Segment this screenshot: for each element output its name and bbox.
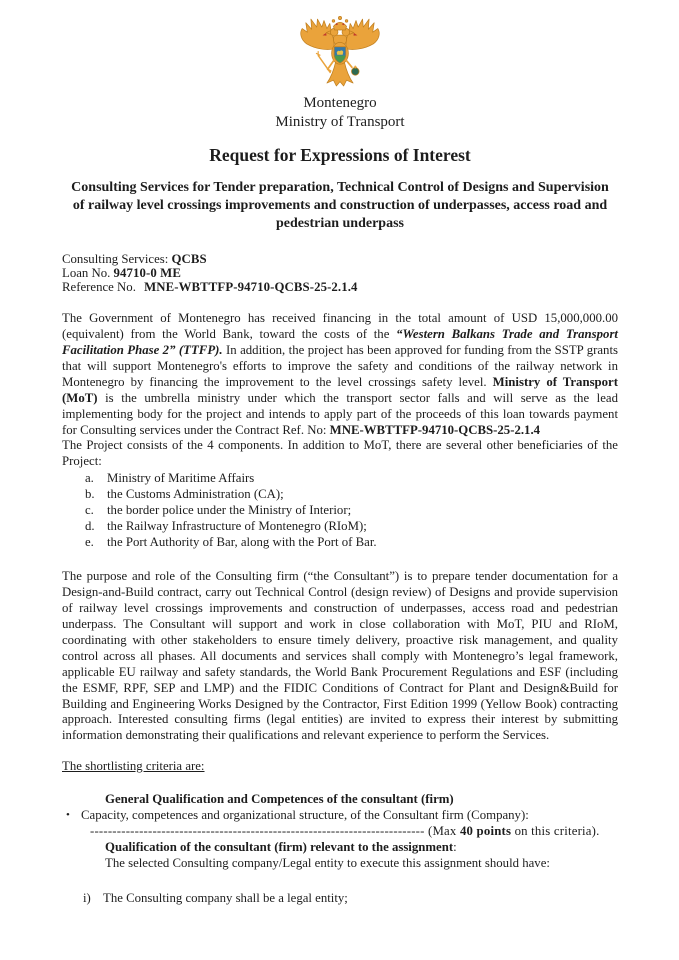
reference-number-label: Reference No. [62,280,140,295]
loan-number-line [62,266,618,280]
montenegro-coat-of-arms-icon [296,14,384,94]
list-marker: d. [85,519,95,534]
capacity-bullet-text: Capacity, competences and organizational structure, of the Consultant firm (Company): [81,808,529,823]
list-marker: c. [85,503,94,518]
purpose-paragraph: The purpose and role of the Consulting firm (“the Consultant”) is to prepare tender documentation for a Design-and-Build contract, carry out Technical Control (design review) of Designs and provide supervision of railway level crossings improvements and construction of underpasses, access road and pedestrian underpass. The Consultant will support and work in close collaboration with MoT, PIU and RIoM, coordinating with other stakeholders to ensure timely delivery, proactive risk management, and quality control across all phases. All documents and services shall comply with Montenegro’s legal framework, applicable EU railway and safety standards, the World Bank Procurement Regulations and ESF (including the ESMF, RPF, SEP and LMP) and the FIDIC Conditions of Contract for Plant and Design&Build for Building and Engineering Works Designed by the Contractor, First Edition 1999 (Yellow Book) contracting approach. Interested consulting firms (legal entities) are invited to express their interest by submitting information demonstrating their qualifications and relevant experience to perform the Services. [62,569,618,743]
loan-number-label: Loan No. [62,265,114,280]
reference-number-value: MNE-WBTTFP-94710-QCBS-25-2.1.4 [144,280,358,295]
bullet-icon: • [66,809,70,822]
beneficiaries-list [85,470,618,550]
consulting-services-label: Consulting Services: [62,251,172,266]
reference-number-line [62,280,618,294]
item-text: The Consulting company shall be a legal entity; [103,891,348,906]
criteria-section [62,791,618,906]
requirement-item-i [62,890,618,906]
project-components-paragraph: The Project consists of the 4 components. In addition to MoT, there are several other beneficiaries of the Project: [62,438,618,469]
item-marker: i) [83,891,91,906]
list-text: the Railway Infrastructure of Montenegro (RIoM); [107,519,367,534]
consulting-services-line [62,252,618,266]
shortlisting-heading: The shortlisting criteria are: [62,759,205,774]
list-item [85,470,618,486]
max-points-line: --------------------------------------------------------------------------- (Max 40 points on this criteria). [90,824,600,839]
list-text: Ministry of Maritime Affairs [107,471,255,486]
document-title: Request for Expressions of Interest [209,145,471,165]
list-item [85,518,618,534]
list-item [85,534,618,550]
list-text: the border police under the Ministry of Interior; [107,503,352,518]
capacity-bullet-item [62,807,618,823]
list-item [85,486,618,502]
list-text: the Customs Administration (CA); [107,487,284,502]
ministry-name: Ministry of Transport [275,113,405,130]
qualification-intro: The selected Consulting company/Legal entity to execute this assignment should have: [105,856,550,871]
list-text: the Port Authority of Bar, along with the Port of Bar. [107,535,377,550]
list-marker: a. [85,471,94,486]
general-qualification-heading: General Qualification and Competences of the consultant (firm) [105,792,454,807]
document-header [62,14,618,131]
reference-block [62,252,618,295]
consulting-services-value: QCBS [171,251,207,266]
list-item [85,502,618,518]
document-subtitle: Consulting Services for Tender preparation, Technical Control of Designs and Supervision of railway level crossings improvements and construction of underpasses, access road and pedestrian underpass [71,180,609,232]
qualification-heading: Qualification of the consultant (firm) relevant to the assignment: [105,840,457,855]
financing-paragraph: The Government of Montenegro has received financing in the total amount of USD 15,000,000.00 (equivalent) from the World Bank, toward the costs of the “Western Balkans Trade and Transport Facilitation Phase 2” (TTFP). In addition, the project has been approved for funding from the SSTP grants that will support Montenegro's efforts to improve the safety and conditions of the railway network in Montenegro by financing the improvement to the level crossings safety level. Ministry of Transport (MoT) is the umbrella ministry under which the transport sector falls and will serve as the lead implementing body for the project and intends to apply part of the proceeds of this loan towards payment for Consulting services under the Contract Ref. No: MNE-WBTTFP-94710-QCBS-25-2.1.4 [62,311,618,437]
list-marker: e. [85,535,94,550]
country-name: Montenegro [303,95,377,111]
loan-number-value: 94710-0 ME [113,265,181,280]
list-marker: b. [85,487,95,502]
